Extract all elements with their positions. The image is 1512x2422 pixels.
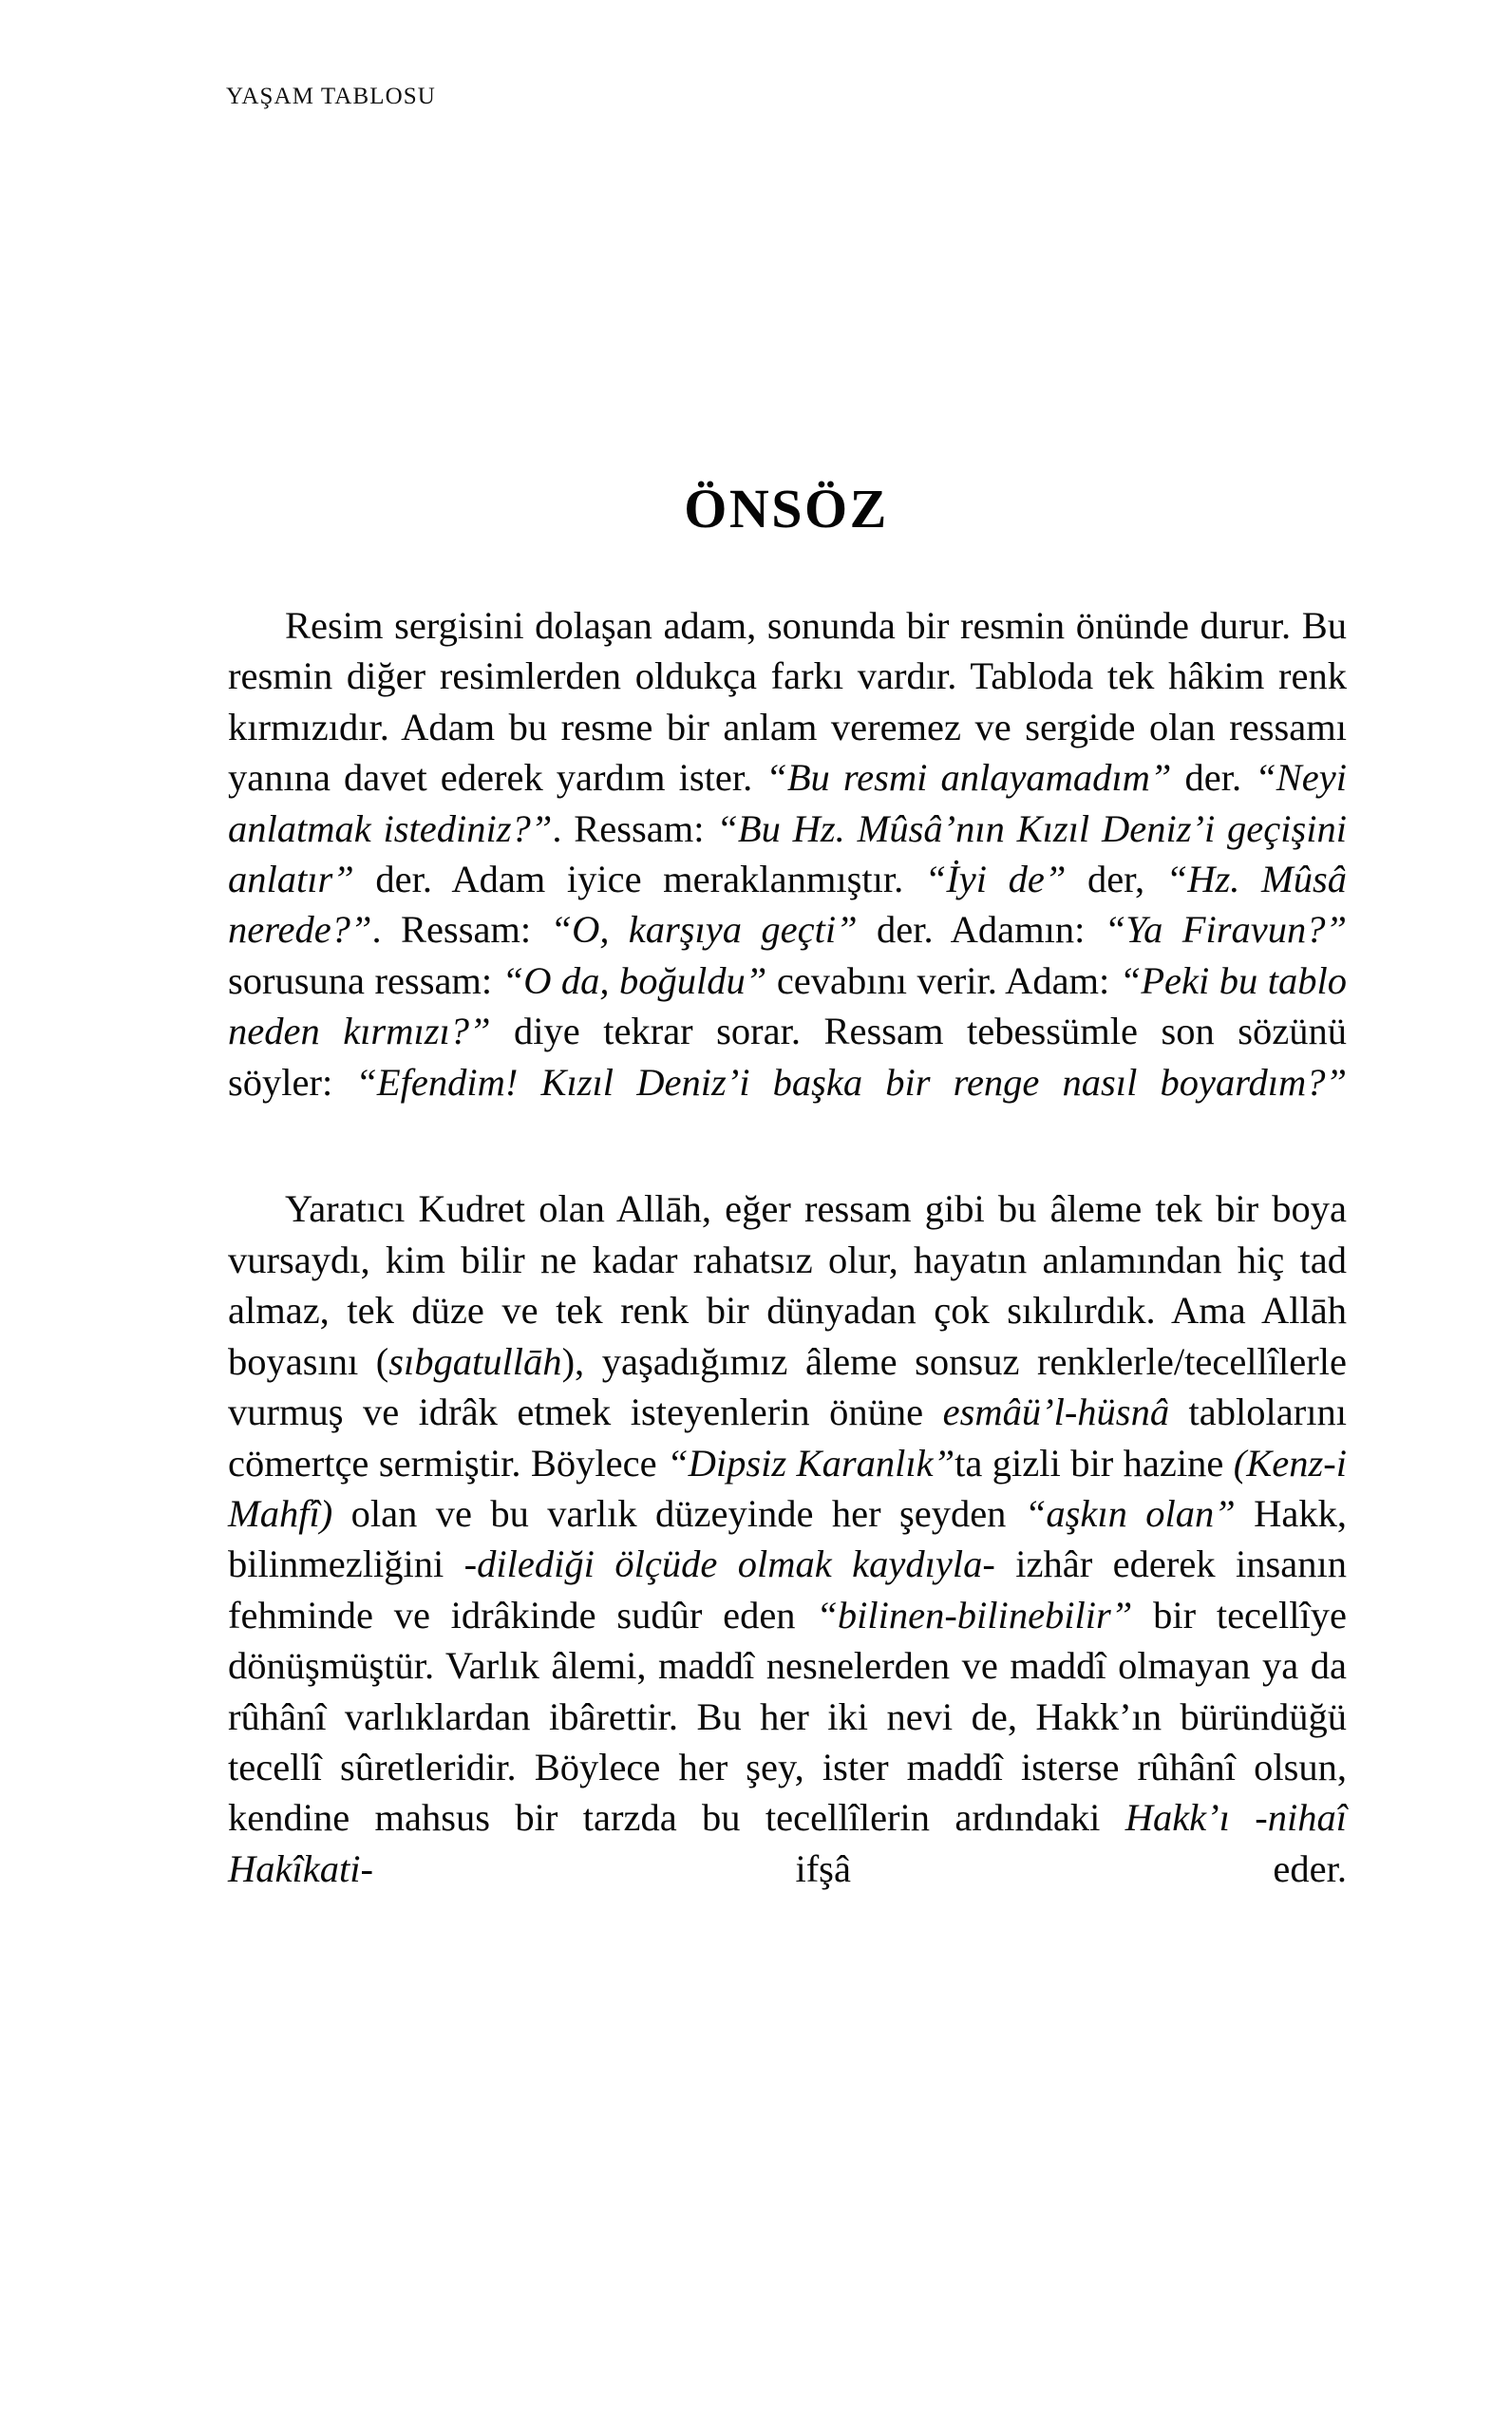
- paragraph-1: Resim sergisini dolaşan adam, sonunda bir resmin önünde durur. Bu resmin diğer resimlerden oldukça farkı vardır. Tabloda tek hâkim renk kırmızıdır. Adam bu resme bir anlam veremez ve sergide olan ressamı yanına davet ederek yardım ister. “Bu resmi anlayamadım” der. “Neyi anlatmak istediniz?”. Ressam: “Bu Hz. Mûsâ’nın Kızıl Deniz’i geçişini anlatır” der. Adam iyice meraklanmıştır. “İyi de” der, “Hz. Mûsâ nerede?”. Ressam: “O, karşıya geçti” der. Adamın: “Ya Firavun?” sorusuna ressam: “O da, boğuldu” cevabını verir. Adam: “Peki bu tablo neden kırmızı?” diye tekrar sorar. Ressam tebessümle son sözünü söyler: “Efendim! Kızıl Deniz’i başka bir renge nasıl boyardım?”: [228, 604, 1347, 1104]
- italic-run: -dilediği ölçüde olmak kaydıyla-: [463, 1542, 995, 1586]
- italic-run: “Bu resmi anlayamadım”: [765, 756, 1172, 800]
- paragraph-2: Yaratıcı Kudret olan Allāh, eğer ressam gibi bu âleme tek bir boya vursaydı, kim bilir ne kadar rahatsız olur, hayatın anlamından hiç tad almaz, tek düze ve tek renk bir dünyadan çok sıkılırdık. Ama Allāh boyasını (sıbgatullāh), yaşadığımız âleme sonsuz renklerle/tecellîlerle vurmuş ve idrâk etmek isteyenlerin önüne esmâü’l-hüsnâ tablolarını cömertçe sermiştir. Böylece “Dipsiz Karanlık”ta gizli bir hazine (Kenz-i Mahfî) olan ve bu varlık düzeyinde her şeyden “aşkın olan” Hakk, bilinmezliğini -dilediği ölçüde olmak kaydıyla- izhâr ederek insanın fehminde ve idrâkinde sudûr eden “bilinen-bilinebilir” bir tecellîye dönüşmüştür. Varlık âlemi, maddî nesnelerden ve maddî olmayan ya da rûhânî varlıklardan ibârettir. Bu her iki nevi de, Hakk’ın büründüğü tecellî sûretleridir. Böylece her şey, ister maddî isterse rûhânî olsun, kendine mahsus bir tarzda bu tecellîlerin ardındaki Hakk’ı -nihaî Hakîkati- ifşâ eder.: [228, 1187, 1348, 1890]
- page-title: ÖNSÖZ: [684, 477, 889, 539]
- italic-run: sıbgatullāh: [388, 1339, 562, 1383]
- italic-run: “Efendim! Kızıl Deniz’i başka bir renge nasıl boyardım?”: [355, 1060, 1347, 1104]
- italic-run: “Neyi anlatmak istediniz?”: [228, 756, 1347, 850]
- italic-run: “Dipsiz Karanlık”: [667, 1441, 955, 1485]
- body-text-block: [228, 600, 1347, 1945]
- italic-run: “Ya Firavun?”: [1104, 908, 1347, 952]
- italic-run: Hakk’ı -nihaî Hakîkati-: [228, 1796, 1347, 1890]
- italic-run: “Hz. Mûsâ nerede?”: [228, 858, 1347, 952]
- italic-run: “Peki bu tablo neden kırmızı?”: [228, 958, 1347, 1053]
- running-header: YAŞAM TABLOSU: [226, 84, 436, 109]
- italic-run: “O da, boğuldu”: [501, 958, 767, 1002]
- italic-run: “aşkın olan”: [1024, 1491, 1236, 1535]
- italic-run: esmâü’l-hüsnâ: [942, 1391, 1170, 1434]
- italic-run: “O, karşıya geçti”: [550, 908, 858, 952]
- italic-run: “Bu Hz. Mûsâ’nın Kızıl Deniz’i geçişini anlatır”: [228, 806, 1347, 901]
- italic-run: “bilinen-bilinebilir”: [816, 1593, 1133, 1637]
- italic-run: “İyi de”: [924, 858, 1067, 901]
- italic-run: (Kenz-i Mahfî): [228, 1441, 1347, 1535]
